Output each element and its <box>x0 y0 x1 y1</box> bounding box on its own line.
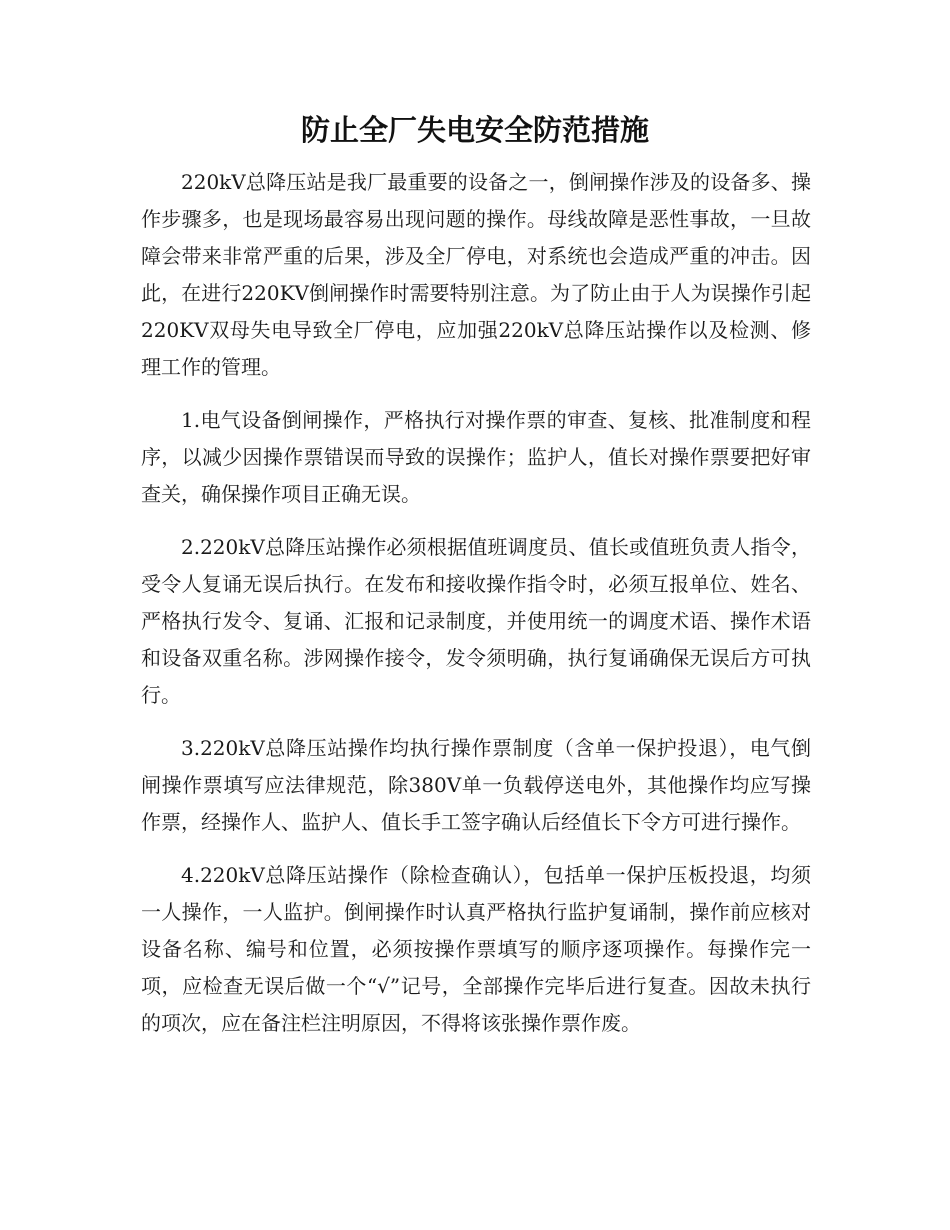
measure-paragraph-1: 1.电气设备倒闸操作，严格执行对操作票的审查、复核、批准制度和程序，以减少因操作票错误而导致的误操作；监护人，值长对操作票要把好审查关，确保操作项目正确无误。 <box>141 408 811 506</box>
measure-paragraph-4: 4.220kV总降压站操作（除检查确认），包括单一保护压板投退，均须一人操作，一人监护。倒闸操作时认真严格执行监护复诵制，操作前应核对设备名称、编号和位置，必须按操作票填写的顺序逐项操作。每操作完一项，应检查无误后做一个“√”记号，全部操作完毕后进行复查。因故未执行的项次，应在备注栏注明原因，不得将该张操作票作废。 <box>141 863 811 1035</box>
page-title: 防止全厂失电安全防范措施 <box>300 113 649 147</box>
intro-paragraph: 220kV总降压站是我厂最重要的设备之一，倒闸操作涉及的设备多、操作步骤多，也是现场最容易出现问题的操作。母线故障是恶性事故，一旦故障会带来非常严重的后果，涉及全厂停电，对系统也会造成严重的冲击。因此，在进行220KV倒闸操作时需要特别注意。为了防止由于人为误操作引起220KV双母失电导致全厂停电，应加强220kV总降压站操作以及检测、修理工作的管理。 <box>141 170 811 379</box>
measure-paragraph-3: 3.220kV总降压站操作均执行操作票制度（含单一保护投退），电气倒闸操作票填写应法律规范，除380V单一负载停送电外，其他操作均应写操作票，经操作人、监护人、值长手工签字确认后经值长下令方可进行操作。 <box>141 736 811 834</box>
document-body <box>141 164 811 1042</box>
measure-paragraph-2: 2.220kV总降压站操作必须根据值班调度员、值长或值班负责人指令，受令人复诵无误后执行。在发布和接收操作指令时，必须互报单位、姓名、严格执行发令、复诵、汇报和记录制度，并使用统一的调度术语、操作术语和设备双重名称。涉网操作接令，发令须明确，执行复诵确保无误后方可执行。 <box>141 535 811 707</box>
